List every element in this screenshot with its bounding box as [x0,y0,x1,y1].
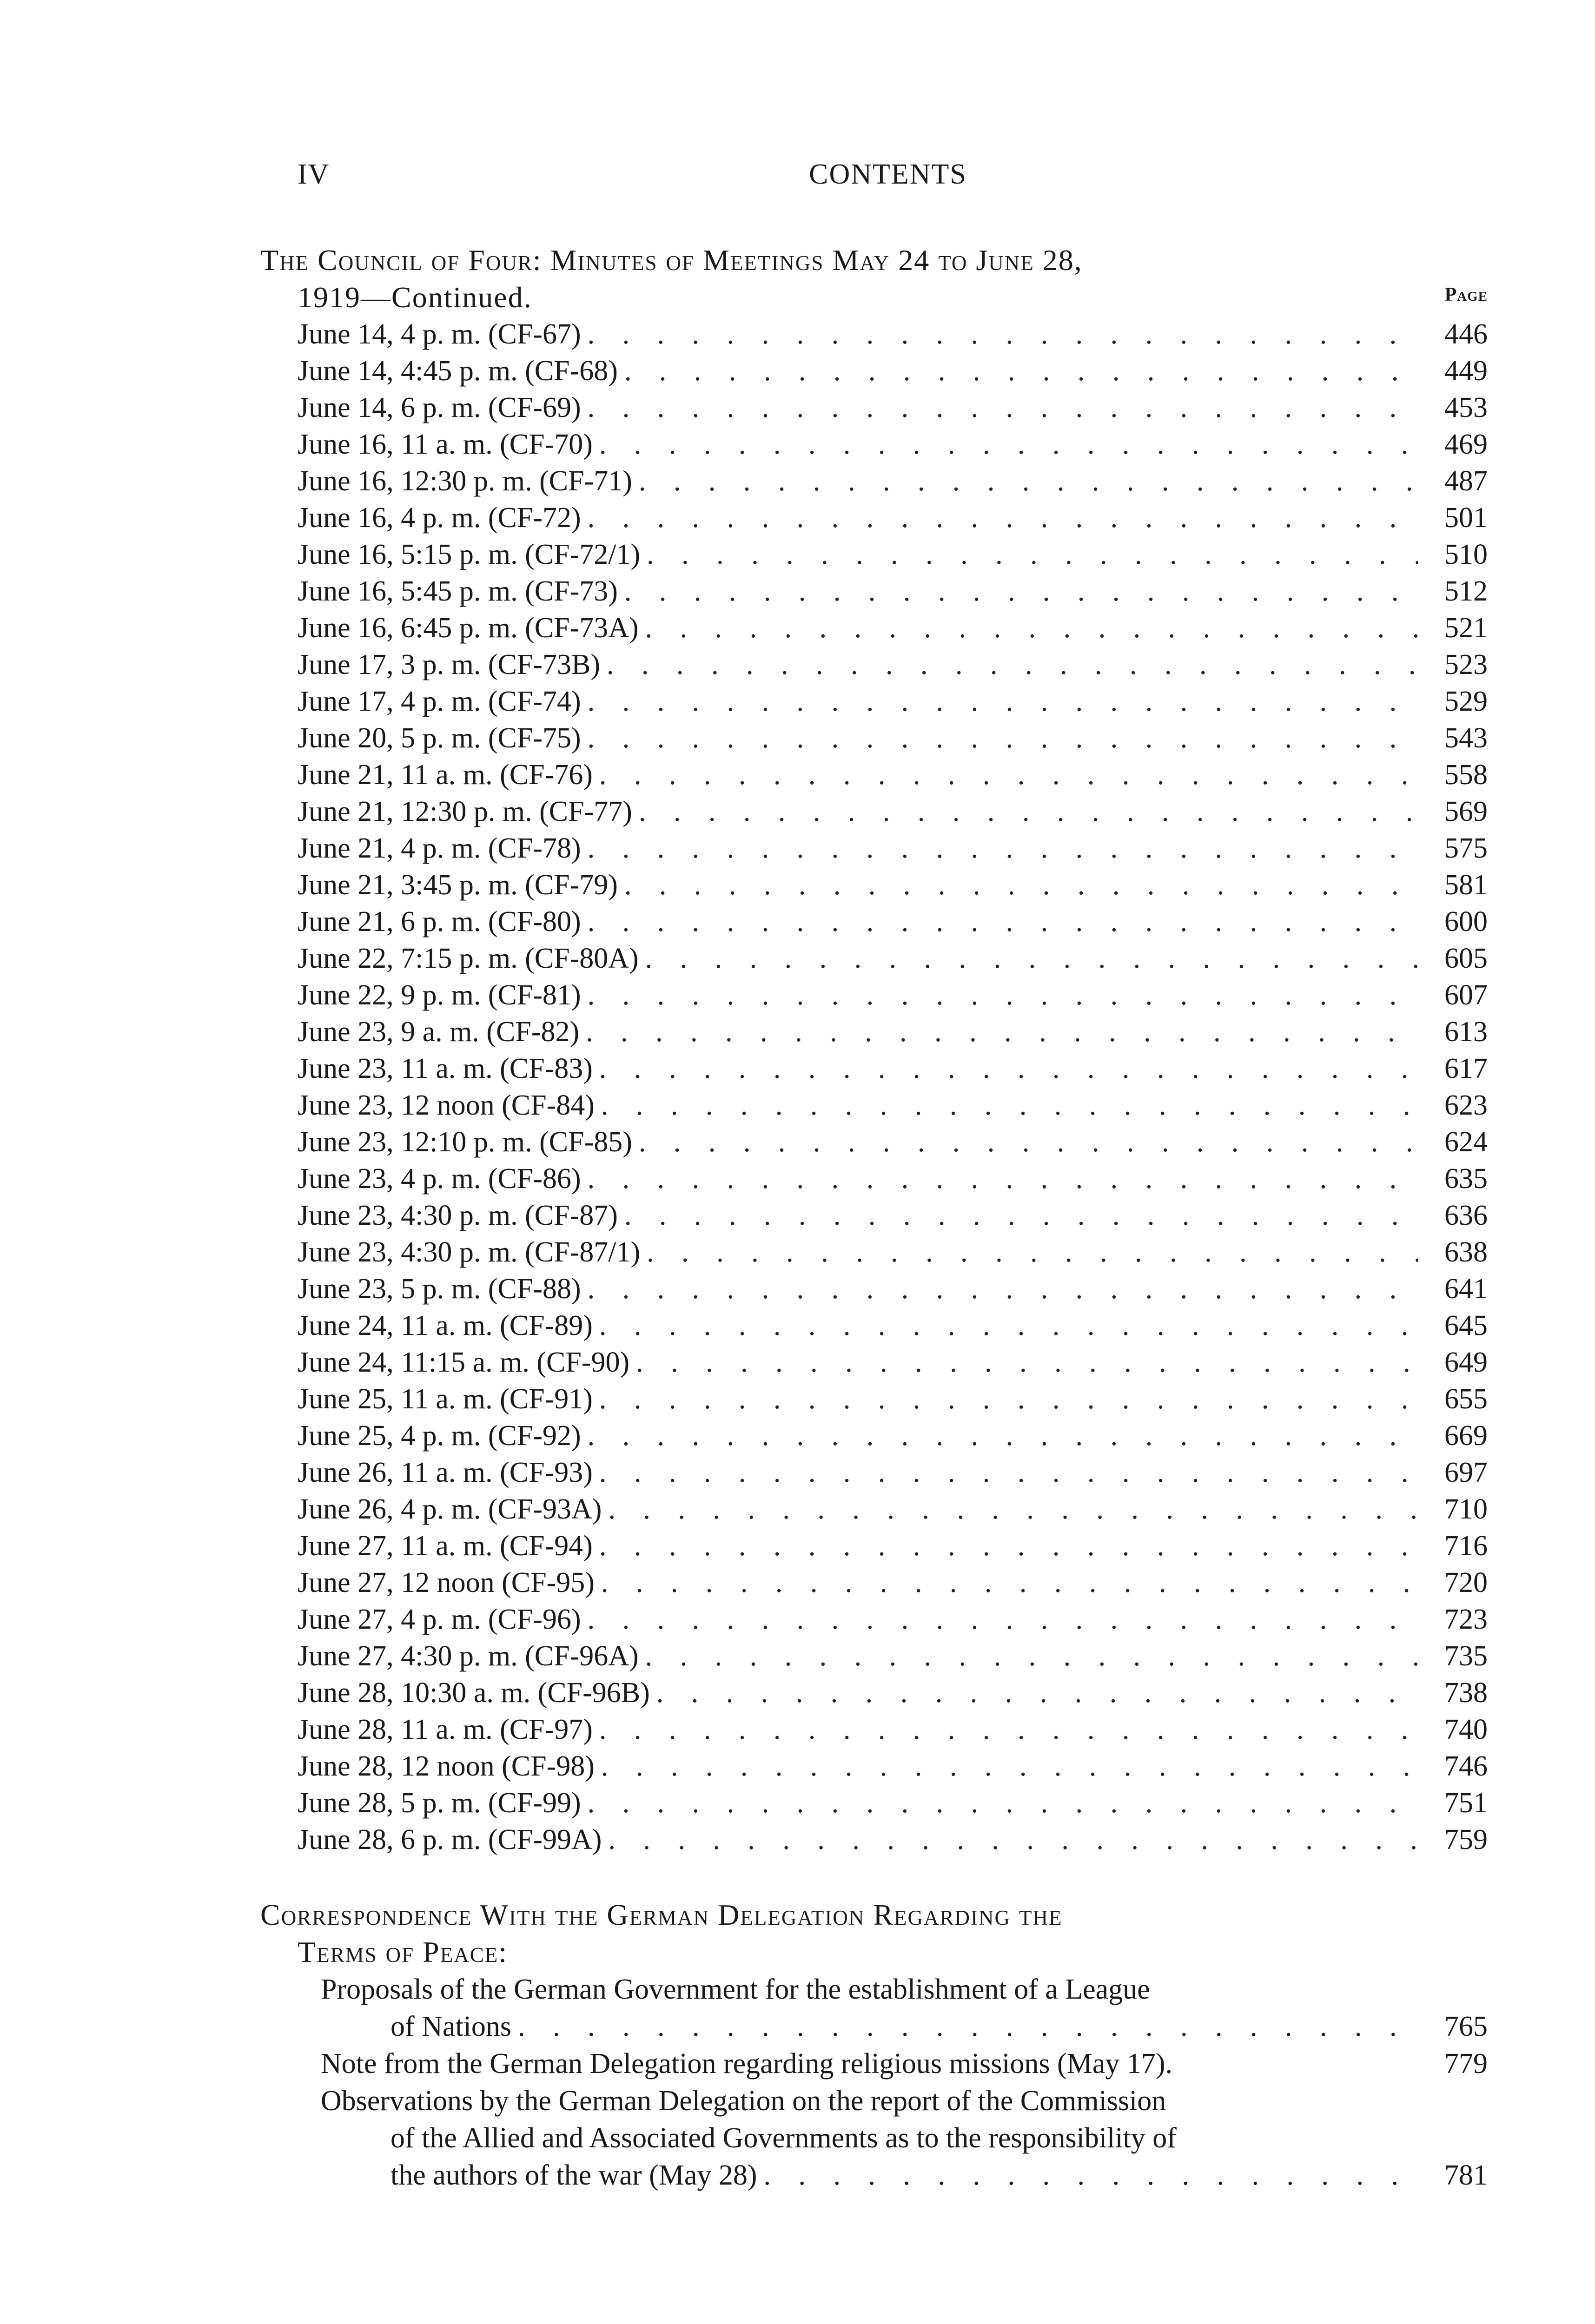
entry-label: June 25, 11 a. m. (CF-91) [298,1383,593,1415]
page-number: 543 [1444,722,1488,754]
dot-leader [588,1418,1418,1454]
toc-entry[interactable] [260,1197,1488,1234]
toc-entry[interactable] [260,1014,1488,1050]
entry-label: June 27, 12 noon (CF-95) [298,1567,595,1598]
page-number: 759 [1444,1824,1488,1855]
toc-entry[interactable] [260,610,1488,647]
entry-label: June 23, 9 a. m. (CF-82) [298,1016,580,1048]
page-number: 469 [1444,429,1488,460]
page-number: 558 [1444,759,1488,791]
toc-entry[interactable] [260,830,1488,867]
dot-leader [647,536,1418,573]
dot-leader [764,2157,1418,2194]
entry-label: June 27, 11 a. m. (CF-94) [298,1530,593,1562]
page-number: 720 [1444,1567,1488,1598]
page-number: 765 [1444,2011,1488,2042]
running-head [298,158,1478,195]
entry-label: June 23, 4 p. m. (CF-86) [298,1163,581,1195]
dot-leader [624,867,1418,904]
toc-entry[interactable] [260,426,1488,463]
page-number: 738 [1444,1677,1488,1709]
dot-leader [645,1638,1418,1675]
dot-leader [624,573,1418,610]
dot-leader [639,1124,1418,1161]
toc-entry[interactable] [260,1601,1488,1638]
page-number: 716 [1444,1530,1488,1562]
dot-leader [586,1014,1418,1050]
page-number: 655 [1444,1383,1488,1415]
council-heading [260,242,1488,316]
toc-entry[interactable] [260,904,1488,940]
dot-leader [636,1344,1418,1381]
dot-leader [645,610,1418,647]
page-number: 501 [1444,502,1488,534]
entry-label: June 20, 5 p. m. (CF-75) [298,722,581,754]
entry-label: June 21, 11 a. m. (CF-76) [298,759,593,791]
dot-leader [599,757,1418,793]
page-number: 521 [1444,612,1488,644]
correspondence-item-proposals[interactable] [260,1971,1488,2045]
entry-label: June 16, 11 a. m. (CF-70) [298,429,593,460]
entry-label: June 21, 6 p. m. (CF-80) [298,906,581,938]
toc-entry[interactable] [260,500,1488,536]
entry-label: June 21, 3:45 p. m. (CF-79) [298,869,618,901]
page-number: 453 [1444,392,1488,423]
dot-leader [656,1675,1418,1711]
toc-entry[interactable] [260,1528,1488,1565]
page-number: 781 [1444,2159,1488,2191]
dot-leader [599,1050,1418,1087]
dot-leader [639,793,1418,830]
correspondence-item-note[interactable] [260,2045,1488,2082]
toc-entry[interactable] [260,1381,1488,1418]
page-number: 723 [1444,1604,1488,1635]
dot-leader [647,1234,1418,1271]
dot-leader [608,1822,1418,1858]
page-number: 779 [1444,2048,1488,2080]
dot-leader [588,904,1418,940]
dot-leader [518,2008,1418,2045]
entry-label: June 21, 12:30 p. m. (CF-77) [298,796,632,827]
toc-entry[interactable] [260,1050,1488,1087]
toc-entry[interactable] [260,1822,1488,1858]
correspondence-heading-line2: Terms of Peace: [298,1935,508,1968]
page-number: 710 [1444,1493,1488,1525]
toc-entry[interactable] [260,1271,1488,1307]
toc-entry[interactable] [260,793,1488,830]
toc-entry[interactable] [260,390,1488,426]
dot-leader [624,353,1418,390]
proposals-line1: Proposals of the German Government for the establishment of a League [321,1974,1150,2005]
proposals-row [260,2008,1488,2045]
page-column-label: Page [1444,284,1488,305]
page-number: 636 [1444,1200,1488,1231]
dot-leader [645,940,1418,977]
dot-leader [588,830,1418,867]
proposals-line2: of Nations [390,2011,512,2042]
page-number: 575 [1444,832,1488,864]
toc-entry[interactable] [260,683,1488,720]
entry-label: June 14, 6 p. m. (CF-69) [298,392,581,423]
page-number: 740 [1444,1714,1488,1745]
dot-leader [624,1197,1418,1234]
toc-entry[interactable] [260,1124,1488,1161]
dot-leader [599,426,1418,463]
correspondence-heading-line1: Correspondence With the German Delegation Regarding the [260,1898,1063,1931]
toc-entry[interactable] [260,1711,1488,1748]
dot-leader [601,1087,1418,1124]
page-number: 638 [1444,1236,1488,1268]
entry-label: June 28, 5 p. m. (CF-99) [298,1787,581,1819]
entry-label: June 22, 9 p. m. (CF-81) [298,979,581,1011]
toc-entry[interactable] [260,1565,1488,1601]
observations-line3: the authors of the war (May 28) [390,2159,757,2191]
dot-leader [588,500,1418,536]
page-number: 512 [1444,575,1488,607]
dot-leader [588,1271,1418,1307]
page-number: 697 [1444,1457,1488,1488]
page-number: 669 [1444,1420,1488,1452]
page-number: 446 [1444,318,1488,350]
running-title: CONTENTS [809,158,967,190]
toc-entry[interactable] [260,1785,1488,1822]
page-number: 641 [1444,1273,1488,1305]
dot-leader [639,463,1418,500]
page-number: 645 [1444,1310,1488,1341]
dot-leader [599,1381,1418,1418]
toc-entry[interactable] [260,1748,1488,1785]
dot-leader [588,1161,1418,1197]
dot-leader [601,1565,1418,1601]
entry-label: June 23, 12:10 p. m. (CF-85) [298,1126,632,1158]
correspondence-item-observations[interactable] [260,2082,1488,2194]
dot-leader [588,1785,1418,1822]
entry-label: June 23, 12 noon (CF-84) [298,1089,595,1121]
toc-entry[interactable] [260,536,1488,573]
entry-label: June 27, 4 p. m. (CF-96) [298,1604,581,1635]
toc-entry[interactable] [260,940,1488,977]
entry-label: June 17, 4 p. m. (CF-74) [298,686,581,717]
entry-label: June 28, 11 a. m. (CF-97) [298,1714,593,1745]
entry-label: June 21, 4 p. m. (CF-78) [298,832,581,864]
note-line1: Note from the German Delegation regarding religious missions (May 17). [321,2048,1172,2080]
entry-label: June 28, 6 p. m. (CF-99A) [298,1824,602,1855]
observations-line2: of the Allied and Associated Governments as to the responsibility of [390,2122,1177,2154]
entry-label: June 23, 5 p. m. (CF-88) [298,1273,581,1305]
toc-entry[interactable] [260,1418,1488,1454]
dot-leader [599,1307,1418,1344]
page-number: 746 [1444,1750,1488,1782]
page-number: 607 [1444,979,1488,1011]
entry-label: June 25, 4 p. m. (CF-92) [298,1420,581,1452]
dot-leader [588,977,1418,1014]
page-number: 617 [1444,1053,1488,1084]
entry-label: June 14, 4 p. m. (CF-67) [298,318,581,350]
entry-label: June 16, 5:45 p. m. (CF-73) [298,575,618,607]
dot-leader [601,1748,1418,1785]
observations-line1: Observations by the German Delegation on the report of the Commission [321,2085,1166,2117]
entry-label: June 23, 11 a. m. (CF-83) [298,1053,593,1084]
council-section [260,242,1488,1858]
council-heading-line2: 1919—Continued. [298,281,532,314]
page-number: 649 [1444,1347,1488,1378]
correspondence-section [260,1896,1488,2194]
correspondence-heading [260,1896,1488,1971]
toc-entry[interactable] [260,977,1488,1014]
toc-entry[interactable] [260,1491,1488,1528]
toc-entry[interactable] [260,573,1488,610]
entry-label: June 24, 11:15 a. m. (CF-90) [298,1347,630,1378]
dot-leader [588,720,1418,757]
entry-label: June 28, 10:30 a. m. (CF-96B) [298,1677,650,1709]
toc-entry[interactable] [260,720,1488,757]
dot-leader [607,647,1418,683]
toc-entry[interactable] [260,1234,1488,1271]
page-number: 624 [1444,1126,1488,1158]
page-number: 529 [1444,686,1488,717]
dot-leader [599,1454,1418,1491]
toc-entry[interactable] [260,463,1488,500]
toc-entry[interactable] [260,316,1488,353]
toc-entry[interactable] [260,353,1488,390]
dot-leader [588,390,1418,426]
page-number: 635 [1444,1163,1488,1195]
page-number: 449 [1444,355,1488,387]
page-number: 510 [1444,539,1488,570]
toc-entry[interactable] [260,867,1488,904]
entry-label: June 22, 7:15 p. m. (CF-80A) [298,943,639,974]
entry-label: June 26, 11 a. m. (CF-93) [298,1457,593,1488]
entry-label: June 16, 5:15 p. m. (CF-72/1) [298,539,641,570]
entry-label: June 17, 3 p. m. (CF-73B) [298,649,600,680]
page-number: 623 [1444,1089,1488,1121]
entry-label: June 16, 6:45 p. m. (CF-73A) [298,612,639,644]
toc-entry[interactable] [260,1087,1488,1124]
entry-label: June 14, 4:45 p. m. (CF-68) [298,355,618,387]
dot-leader [599,1528,1418,1565]
entry-label: June 26, 4 p. m. (CF-93A) [298,1493,602,1525]
toc-entry[interactable] [260,1675,1488,1711]
toc-entry[interactable] [260,1344,1488,1381]
entry-label: June 27, 4:30 p. m. (CF-96A) [298,1640,639,1672]
dot-leader [599,1711,1418,1748]
council-entry-list [260,316,1488,1858]
page-number: 600 [1444,906,1488,938]
entry-label: June 16, 12:30 p. m. (CF-71) [298,465,632,497]
dot-leader [588,316,1418,353]
entry-label: June 23, 4:30 p. m. (CF-87) [298,1200,618,1231]
entry-label: June 23, 4:30 p. m. (CF-87/1) [298,1236,641,1268]
page-number: 487 [1444,465,1488,497]
page-number: 605 [1444,943,1488,974]
page-number: 581 [1444,869,1488,901]
page-number: 569 [1444,796,1488,827]
note-row [260,2045,1488,2082]
toc-entry[interactable] [260,1161,1488,1197]
observations-row [260,2157,1488,2194]
toc-entry[interactable] [260,1638,1488,1675]
dot-leader [588,683,1418,720]
page-number: 735 [1444,1640,1488,1672]
page-number: 613 [1444,1016,1488,1048]
entry-label: June 28, 12 noon (CF-98) [298,1750,595,1782]
dot-leader [608,1491,1418,1528]
toc-entry[interactable] [260,647,1488,683]
toc-entry[interactable] [260,1454,1488,1491]
toc-entry[interactable] [260,757,1488,793]
entry-label: June 24, 11 a. m. (CF-89) [298,1310,593,1341]
page-number: 751 [1444,1787,1488,1819]
page-number: 523 [1444,649,1488,680]
entry-label: June 16, 4 p. m. (CF-72) [298,502,581,534]
toc-entry[interactable] [260,1307,1488,1344]
page-folio: IV [298,158,330,190]
dot-leader [588,1601,1418,1638]
council-heading-line1: The Council of Four: Minutes of Meetings May 24 to June 28, [260,244,1083,277]
